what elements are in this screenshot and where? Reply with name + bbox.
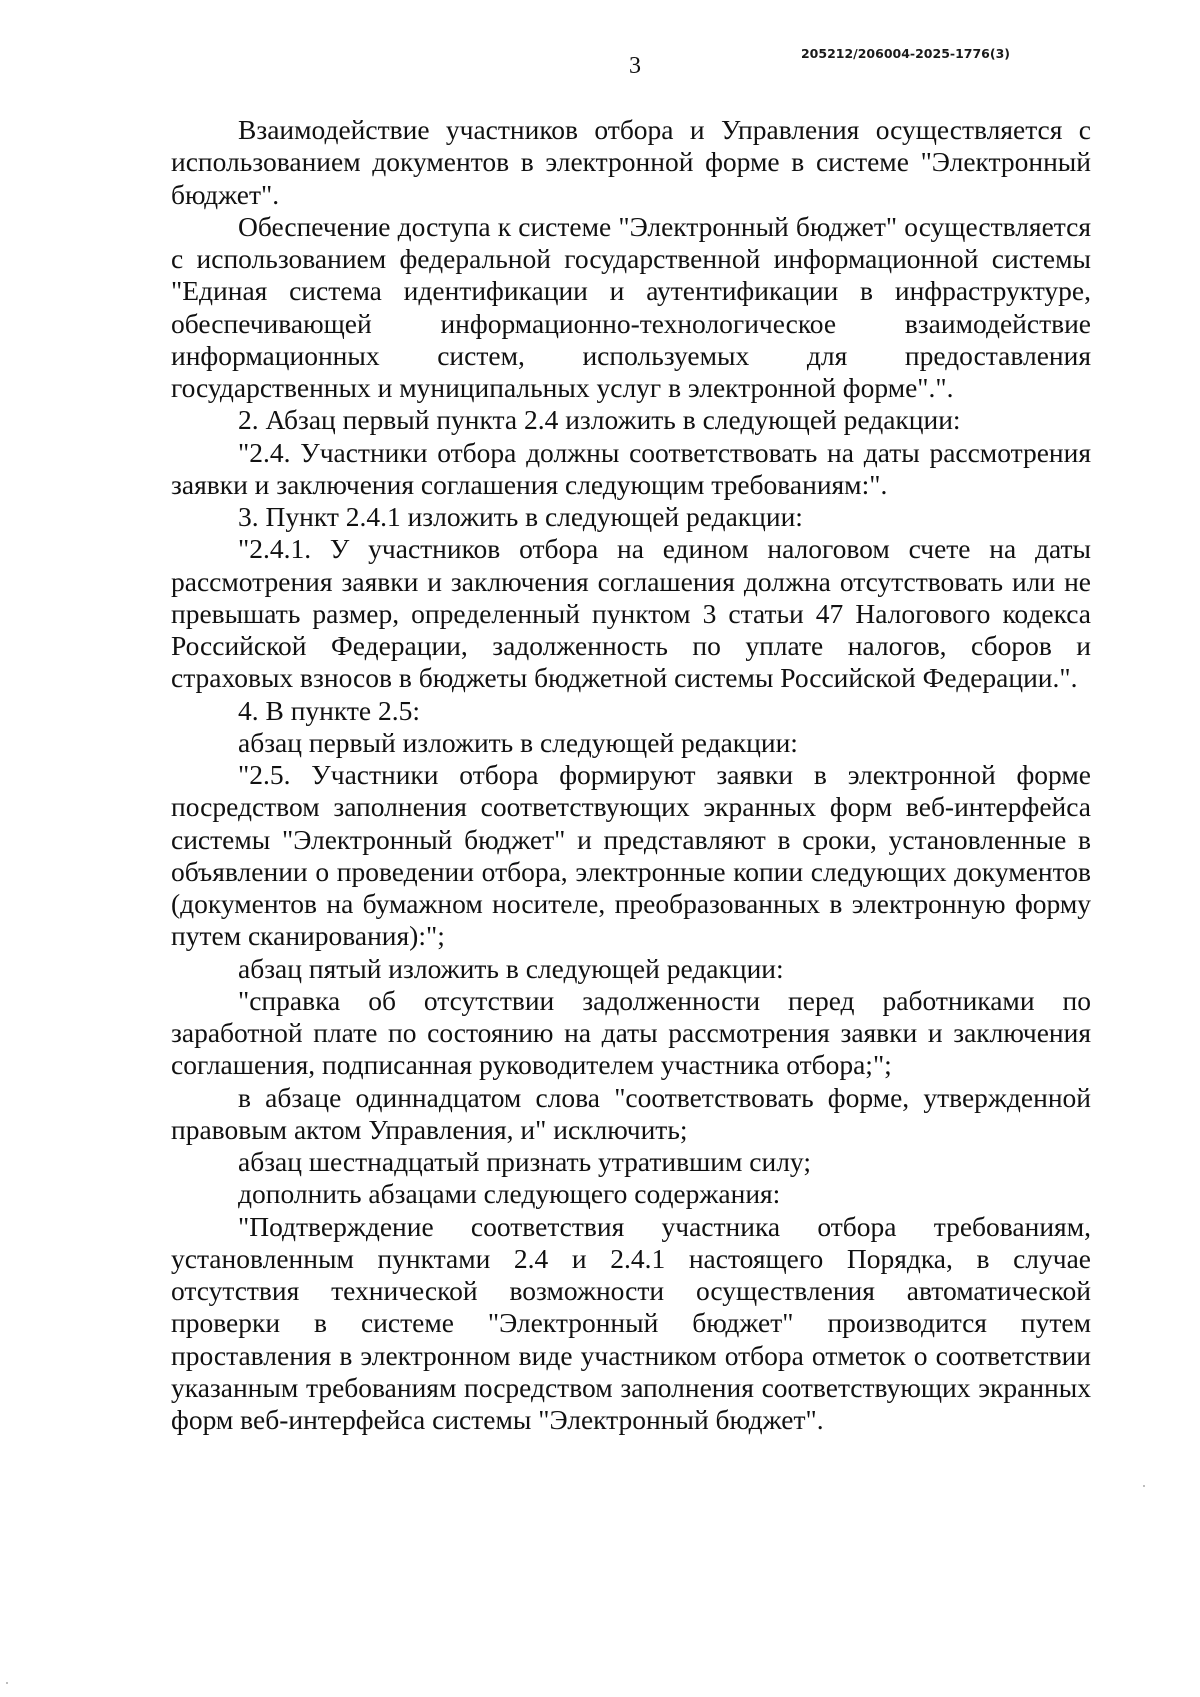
document-registration-code: 205212/206004-2025-1776(3) <box>800 46 1010 61</box>
paragraph-certificate: "справка об отсутствии задолженности перед работниками по заработной плате по состоянию на даты рассмотрения заявки и заключения соглашения, подписанная руководителем участника отбора;"; <box>171 984 1091 1081</box>
paragraph-interaction-electronic-form: Взаимодействие участников отбора и Управления осуществляется с использованием документов в электронной форме в системе "Электронный бюджет". <box>171 114 1091 210</box>
paragraph-first-abzac: абзац первый изложить в следующей редакции: <box>238 726 798 758</box>
paragraph-supplement: дополнить абзацами следующего содержания: <box>238 1178 781 1210</box>
paragraph-amendment-4: 4. В пункте 2.5: <box>238 694 421 726</box>
paragraph-eleventh-abzac: в абзаце одиннадцатом слова "соответствовать форме, утвержденной правовым актом Управления, и" исключить; <box>171 1081 1091 1145</box>
paragraph-system-access: Обеспечение доступа к системе "Электронный бюджет" осуществляется с использованием федеральной государственной информационной системы "Единая система идентификации и аутентификации в инфраструктуре, обеспечивающей информационно-технологическое взаимодействие информационных систем, используемых для предоставления государственных и муниципальных услуг в электронной форме".". <box>171 210 1091 403</box>
paragraph-amendment-3: 3. Пункт 2.4.1 изложить в следующей редакции: <box>238 501 803 532</box>
document-body <box>171 114 1091 1436</box>
paragraph-amendment-2: 2. Абзац первый пункта 2.4 изложить в следующей редакции: <box>238 404 961 436</box>
paragraph-sixteenth-abzac: абзац шестнадцатый признать утратившим силу; <box>238 1146 811 1177</box>
page-number: 3 <box>629 53 641 79</box>
paragraph-confirmation: "Подтверждение соответствия участника отбора требованиям, установленным пунктами 2.4 и 2.4.1 настоящего Порядка, в случае отсутствия технической возможности осуществления автоматической проверки в системе "Электронный бюджет" производится путем проставления в электронном виде участником отбора отметок о соответствии указанным требованиям посредством заполнения соответствующих экранных форм веб-интерфейса системы "Электронный бюджет". <box>171 1210 1091 1435</box>
paragraph-clause-2-4-1: "2.4.1. У участников отбора на едином налоговом счете на даты рассмотрения заявки и заключения соглашения должна отсутствовать или не превышать размер, определенный пунктом 3 статьи 47 Налогового кодекса Российской Федерации, задолженность по уплате налогов, сборов и страховых взносов в бюджеты бюджетной системы Российской Федерации.". <box>171 533 1091 694</box>
paragraph-clause-2-5: "2.5. Участники отбора формируют заявки в электронной форме посредством заполнения соответствующих экранных форм веб-интерфейса системы "Электронный бюджет" и представляют в сроки, установленные в объявлении о проведении отбора, электронные копии следующих документов (документов на бумажном носителе, преобразованных в электронную форму путем сканирования):"; <box>171 759 1091 952</box>
scan-speck <box>1143 1485 1145 1487</box>
paragraph-fifth-abzac: абзац пятый изложить в следующей редакции: <box>238 952 784 984</box>
scan-speck <box>6 1682 8 1684</box>
paragraph-clause-2-4: "2.4. Участники отбора должны соответствовать на даты рассмотрения заявки и заключения соглашения следующим требованиям:". <box>171 436 1091 500</box>
